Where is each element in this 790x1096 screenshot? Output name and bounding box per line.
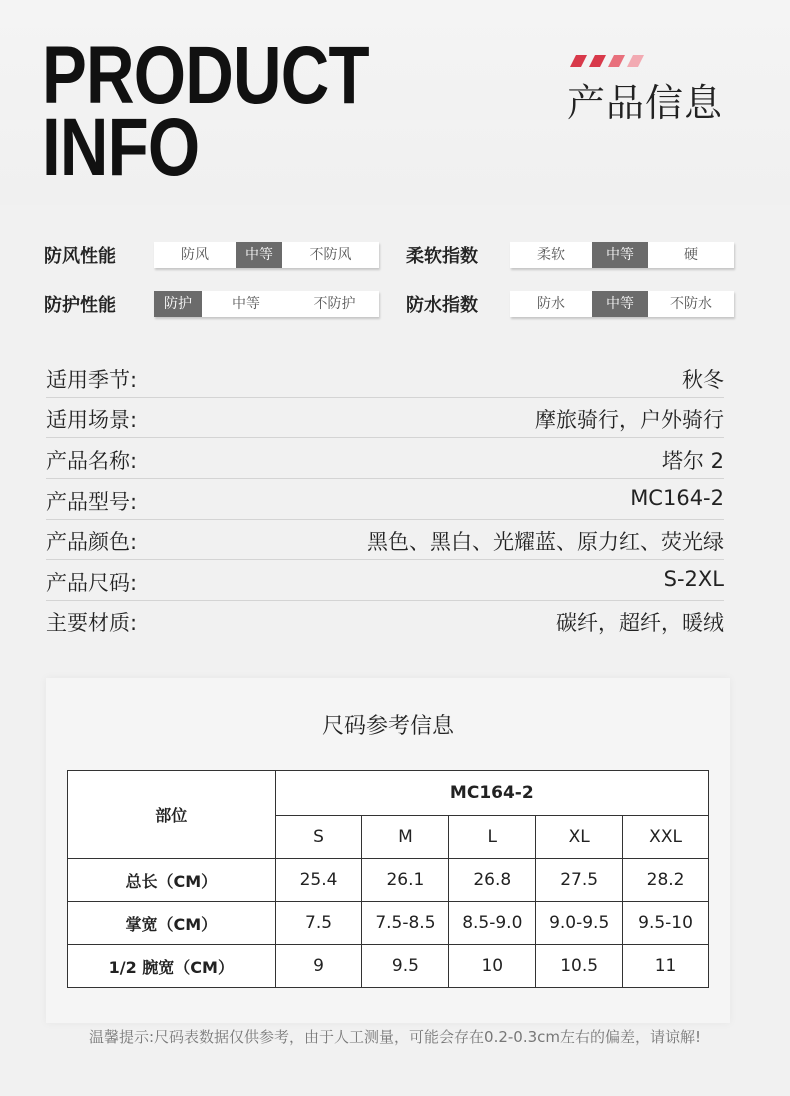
spec-value: 秋冬 <box>682 368 724 392</box>
spec-row <box>46 398 724 438</box>
spec-key: 产品型号: <box>46 490 138 514</box>
rating-windproof <box>44 242 379 268</box>
table-row <box>68 859 709 902</box>
page-title <box>42 30 369 193</box>
spec-value: 摩旅骑行，户外骑行 <box>535 408 724 432</box>
rating-option: 中等 <box>236 242 282 268</box>
spec-value: 碳纤，超纤，暖绒 <box>556 611 724 635</box>
table-cell: 7.5 <box>275 902 362 945</box>
row-label: 1/2 腕宽（CM） <box>68 945 276 988</box>
spec-row <box>46 439 724 479</box>
spec-value: 塔尔 2 <box>661 449 724 473</box>
rating-label: 防护性能 <box>44 295 116 316</box>
rating-scale <box>154 242 379 268</box>
accent-stripes-icon <box>570 55 650 67</box>
accent-stripe <box>589 55 606 67</box>
size-header: XXL <box>623 816 709 859</box>
rating-option: 中等 <box>232 296 260 312</box>
spec-row <box>46 561 724 601</box>
table-row <box>68 945 709 988</box>
rating-scale <box>510 291 734 317</box>
spec-value: S-2XL <box>663 567 724 591</box>
rating-option: 中等 <box>592 242 648 268</box>
rating-scale <box>510 242 734 268</box>
rating-softness <box>406 242 734 268</box>
table-cell: 8.5-9.0 <box>449 902 536 945</box>
rating-label: 柔软指数 <box>406 246 478 267</box>
disclaimer-note: 温馨提示:尺码表数据仅供参考，由于人工测量，可能会存在0.2-0.3cm左右的偏差，请谅解! <box>88 1028 702 1046</box>
rating-waterproof <box>406 291 734 317</box>
accent-stripe <box>570 55 587 67</box>
size-header: L <box>449 816 536 859</box>
spec-key: 产品颜色: <box>46 530 138 554</box>
table-cell: 25.4 <box>275 859 362 902</box>
spec-key: 产品名称: <box>46 449 138 473</box>
table-cell: 9.0-9.5 <box>536 902 623 945</box>
spec-key: 产品尺码: <box>46 571 138 595</box>
rating-option: 中等 <box>592 291 648 317</box>
spec-row <box>46 480 724 520</box>
rating-option: 防水 <box>537 296 565 312</box>
spec-key: 适用场景: <box>46 408 138 432</box>
row-label: 掌宽（CM） <box>68 902 276 945</box>
table-cell: 28.2 <box>623 859 709 902</box>
table-cell: 11 <box>623 945 709 988</box>
size-header: XL <box>536 816 623 859</box>
size-table <box>67 770 709 988</box>
spec-row <box>46 601 724 641</box>
spec-row <box>46 520 724 560</box>
rating-option: 不防风 <box>309 247 352 263</box>
table-cell: 9.5-10 <box>623 902 709 945</box>
size-card <box>46 678 730 1023</box>
table-cell: 10.5 <box>536 945 623 988</box>
table-cell: 9 <box>275 945 362 988</box>
title-line-2: INFO <box>42 102 200 193</box>
spec-value: 黑色、黑白、光耀蓝、原力红、荧光绿 <box>367 530 724 554</box>
size-header: M <box>362 816 449 859</box>
size-table-title: 尺码参考信息 <box>321 714 454 739</box>
rating-label: 防水指数 <box>406 295 478 316</box>
table-cell: 10 <box>449 945 536 988</box>
table-cell: 26.8 <box>449 859 536 902</box>
rating-option: 不防水 <box>670 296 712 312</box>
rating-option: 防护 <box>154 291 202 317</box>
rating-option: 不防护 <box>313 296 356 312</box>
cn-title: 产品信息 <box>567 81 724 125</box>
table-cell: 27.5 <box>536 859 623 902</box>
size-header: S <box>275 816 362 859</box>
title-line-1: PRODUCT <box>42 30 369 121</box>
rating-option: 防风 <box>181 247 209 263</box>
table-cell: 9.5 <box>362 945 449 988</box>
accent-stripe <box>627 55 644 67</box>
table-cell: 26.1 <box>362 859 449 902</box>
spec-row <box>46 358 724 398</box>
part-header: 部位 <box>68 771 276 859</box>
table-row <box>68 902 709 945</box>
rating-label: 防风性能 <box>44 246 116 267</box>
table-cell: 7.5-8.5 <box>362 902 449 945</box>
rating-protection <box>44 291 379 317</box>
model-header: MC164-2 <box>275 771 708 816</box>
row-label: 总长（CM） <box>68 859 276 902</box>
spec-value: MC164-2 <box>630 486 724 510</box>
rating-scale <box>154 291 379 317</box>
accent-stripe <box>608 55 625 67</box>
spec-key: 主要材质: <box>46 611 138 635</box>
rating-option: 硬 <box>684 247 698 263</box>
spec-key: 适用季节: <box>46 368 138 392</box>
rating-option: 柔软 <box>537 247 565 263</box>
